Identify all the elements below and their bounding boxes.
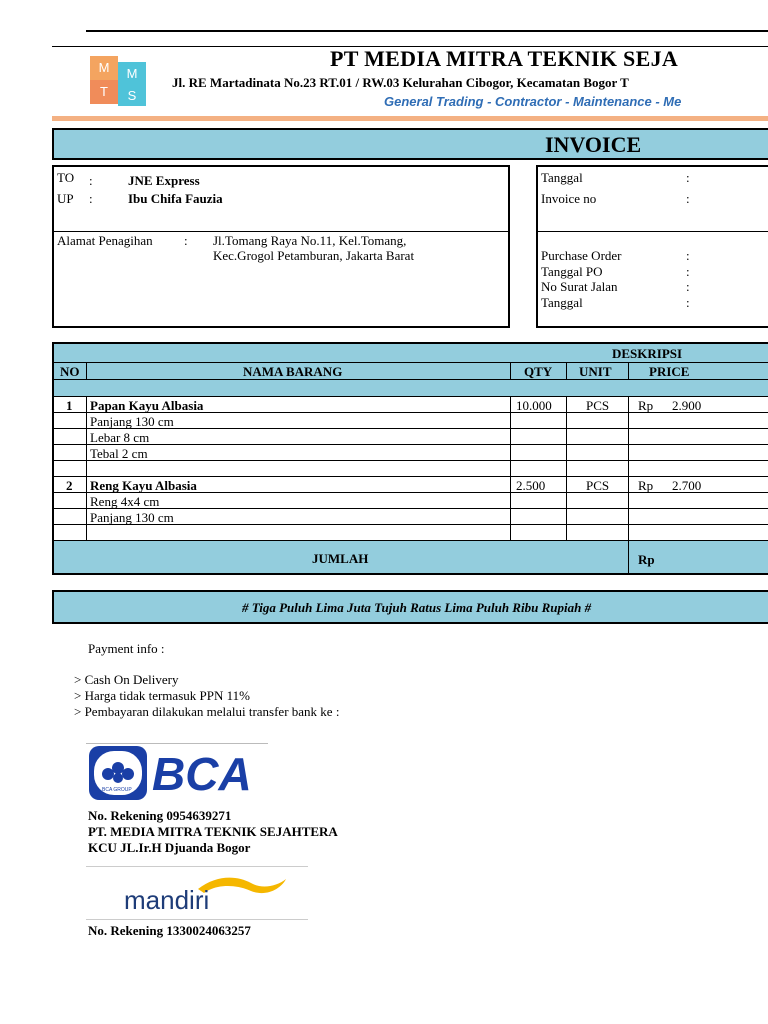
logo-letter-t: T (90, 80, 118, 104)
item-currency: Rp (638, 478, 654, 493)
accent-bar (52, 116, 768, 121)
billing-line-1: Jl.Tomang Raya No.11, Kel.Tomang, (213, 233, 407, 248)
table-cell (629, 445, 768, 461)
meta-colon: : (686, 279, 690, 294)
payment-item-cod: > Cash On Delivery (74, 672, 179, 687)
item-unit: PCS (586, 398, 610, 413)
table-cell (54, 429, 87, 445)
payment-item-ppn: > Harga tidak termasuk PPN 11% (74, 688, 250, 703)
mandiri-rekening: No. Rekening 1330024063257 (88, 923, 251, 938)
bca-logo-text: BCA (152, 748, 252, 800)
item-detail: Reng 4x4 cm (90, 494, 160, 509)
table-cell (87, 445, 511, 461)
item-qty: 2.500 (516, 478, 546, 493)
table-cell (511, 509, 567, 525)
col-price-label: PRICE (649, 364, 690, 379)
logo-letter-s: S (118, 86, 146, 106)
table-cell (511, 461, 567, 477)
table-cell (54, 509, 87, 525)
table-body (54, 397, 768, 541)
meta-colon: : (686, 191, 690, 206)
meta-tanggal: Tanggal (541, 170, 583, 185)
to-label: TO (57, 170, 75, 185)
meta-colon: : (686, 264, 690, 279)
invoice-title-bar (52, 128, 768, 160)
meta-colon: : (686, 248, 690, 263)
item-name: Papan Kayu Albasia (90, 398, 204, 413)
table-cell (87, 461, 511, 477)
table-cell (511, 525, 567, 541)
item-name: Reng Kayu Albasia (90, 478, 197, 493)
table-spacer-row (54, 380, 768, 397)
meta-no-surat-jalan: No Surat Jalan (541, 279, 618, 294)
to-value: JNE Express (128, 173, 200, 188)
deskripsi-header: DESKRIPSI (612, 346, 683, 361)
meta-divider (538, 231, 768, 232)
table-cell (567, 525, 629, 541)
item-no: 1 (66, 398, 73, 413)
table-cell (87, 429, 511, 445)
item-qty: 10.000 (516, 398, 552, 413)
table-cell (567, 509, 629, 525)
jumlah-label: JUMLAH (312, 551, 369, 566)
bca-branch: KCU JL.Ir.H Djuanda Bogor (88, 840, 251, 855)
table-cell (54, 461, 87, 477)
billing-line-2: Kec.Grogol Petamburan, Jakarta Barat (213, 248, 415, 263)
company-logo (84, 54, 148, 106)
table-cell (54, 413, 87, 429)
bca-emblem-icon (86, 744, 268, 804)
table-cell (511, 413, 567, 429)
bca-emblem-text: BCA GROUP (102, 787, 132, 793)
table-cell (511, 445, 567, 461)
meta-invoice-no: Invoice no (541, 191, 597, 206)
table-cell (567, 413, 629, 429)
col-no-label: NO (60, 364, 80, 379)
table-cell (567, 493, 629, 509)
meta-tanggal-po: Tanggal PO (541, 264, 603, 279)
up-label: UP (57, 191, 74, 206)
to-colon: : (89, 173, 93, 188)
table-cell (511, 493, 567, 509)
item-price: 2.700 (672, 478, 702, 493)
company-tagline: General Trading - Contractor - Maintenance - Me (384, 94, 682, 109)
bca-logo (86, 743, 268, 804)
table-cell (54, 493, 87, 509)
bca-account-holder: PT. MEDIA MITRA TEKNIK SEJAHTERA (88, 824, 338, 839)
mandiri-wave-icon (86, 867, 308, 919)
item-price: 2.900 (672, 398, 702, 413)
meta-colon: : (686, 170, 690, 185)
table-cell (629, 429, 768, 445)
item-unit: PCS (586, 478, 610, 493)
table-cell (567, 429, 629, 445)
table-cell (629, 461, 768, 477)
payment-item-transfer: > Pembayaran dilakukan melalui transfer bank ke : (74, 704, 340, 719)
up-value: Ibu Chifa Fauzia (128, 191, 223, 206)
item-detail: Tebal 2 cm (90, 446, 148, 461)
item-detail: Panjang 130 cm (90, 510, 174, 525)
table-cell (567, 445, 629, 461)
invoice-title: INVOICE (545, 132, 642, 157)
table-cell (629, 525, 768, 541)
up-colon: : (89, 191, 93, 206)
logo-letter-m2: M (118, 62, 146, 86)
jumlah-currency: Rp (638, 552, 655, 567)
logo-letter-m1: M (90, 56, 118, 80)
company-name: PT MEDIA MITRA TEKNIK SEJA (330, 46, 679, 71)
table-cell (54, 445, 87, 461)
table-cell (629, 413, 768, 429)
col-nama-label: NAMA BARANG (243, 364, 343, 379)
col-unit-label: UNIT (579, 364, 612, 379)
item-no: 2 (66, 478, 73, 493)
meta-tanggal-2: Tanggal (541, 295, 583, 310)
table-cell (511, 429, 567, 445)
table-cell (629, 509, 768, 525)
item-detail: Panjang 130 cm (90, 414, 174, 429)
bca-rekening: No. Rekening 0954639271 (88, 808, 232, 823)
table-cell (567, 461, 629, 477)
col-qty-label: QTY (524, 364, 553, 379)
company-address: Jl. RE Martadinata No.23 RT.01 / RW.03 Kelurahan Cibogor, Kecamatan Bogor T (172, 75, 629, 90)
meta-colon: : (686, 295, 690, 310)
meta-purchase-order: Purchase Order (541, 248, 622, 263)
billing-label: Alamat Penagihan (57, 233, 153, 248)
table-cell (87, 525, 511, 541)
payment-title: Payment info : (88, 641, 165, 656)
table-cell (54, 525, 87, 541)
mandiri-logo-text: mandiri (124, 885, 210, 915)
table-cell (629, 493, 768, 509)
amount-in-words: # Tiga Puluh Lima Juta Tujuh Ratus Lima Puluh Ribu Rupiah # (242, 600, 592, 615)
customer-divider (54, 231, 508, 232)
top-rule (86, 30, 768, 32)
item-currency: Rp (638, 398, 654, 413)
mandiri-logo (86, 866, 308, 920)
items-table (52, 342, 768, 575)
billing-colon: : (184, 233, 188, 248)
item-detail: Lebar 8 cm (90, 430, 150, 445)
